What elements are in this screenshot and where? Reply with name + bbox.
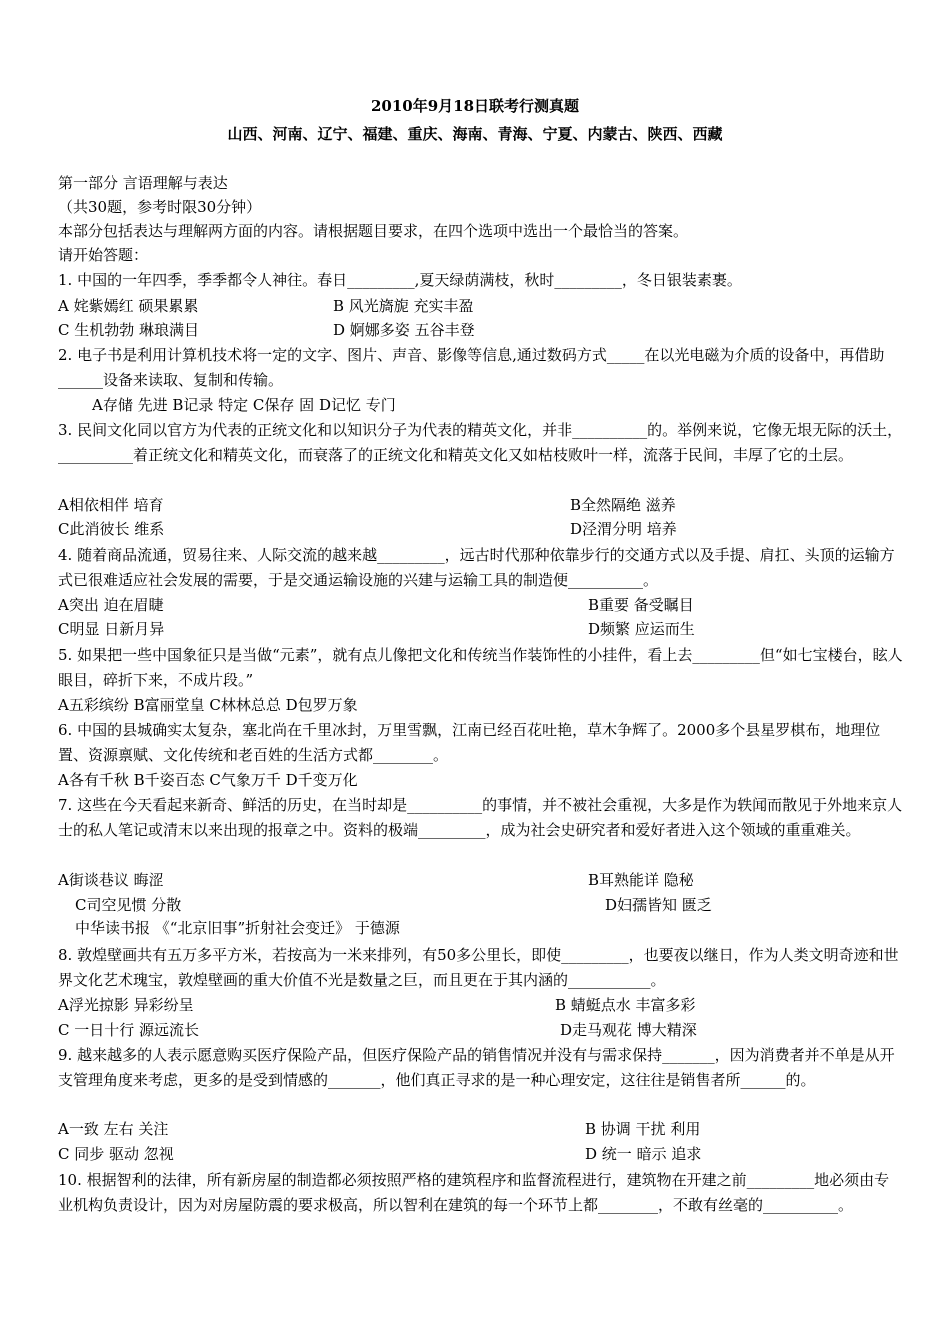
question-2: 2. 电子书是利用计算机技术将一定的文字、图片、声音、影像等信息,通过数码方式_____在以光电磁为介质的设备中，再借助______设备来读取、复制和传输。 [58,346,885,389]
q3-option-c: C此消彼长 维系 [58,520,165,538]
q1-option-c: C 生机勃勃 琳琅满目 [58,321,200,339]
q9-option-d: D 统一 暗示 追求 [585,1145,702,1163]
q7-option-a: A街谈巷议 晦涩 [58,871,164,889]
q3-option-a: A相依相伴 培育 [58,496,164,514]
q1-option-b: B 风光旖旎 充实丰盈 [333,297,474,315]
question-1: 1. 中国的一年四季，季季都令人神往。春日_________,夏天绿荫满枝，秋时_________，冬日银装素裹。 [58,271,742,289]
section-instructions: 本部分包括表达与理解两方面的内容。请根据题目要求，在四个选项中选出一个最恰当的答案。 [58,222,689,240]
q4-option-d: D频繁 应运而生 [588,620,695,638]
question-8: 8. 敦煌壁画共有五万多平方米，若按高为一米来排列，有50多公里长，即使_________，也要夜以继日，作为人类文明奇迹和世界文化艺术瑰宝，敦煌壁画的重大价值不光是数量之巨，而且更在于其内涵的___________。 [58,946,899,989]
q9-option-c: C 同步 驱动 忽视 [58,1145,174,1163]
q3-option-d: D泾渭分明 培养 [570,520,677,538]
q9-option-a: A一致 左右 关注 [58,1120,169,1138]
q8-option-c: C 一日十行 源远流长 [58,1021,200,1039]
q7-option-b: B耳熟能详 隐秘 [588,871,694,889]
q4-option-a: A突出 迫在眉睫 [58,596,164,614]
doc-title: 2010年9月18日联考行测真题 [370,97,580,115]
q1-option-a: A 姹紫嫣红 硕果累累 [58,297,199,315]
q8-option-a: A浮光掠影 异彩纷呈 [58,996,194,1014]
q4-option-b: B重要 备受瞩目 [588,596,694,614]
q8-option-b: B 蜻蜓点水 丰富多彩 [555,996,696,1014]
q7-option-d: D妇孺皆知 匮乏 [605,896,712,914]
question-6: 6. 中国的县城确实太复杂，塞北尚在千里冰封，万里雪飘，江南已经百花吐艳，草木争辉了。2000多个县星罗棋布，地理位置、资源禀赋、文化传统和老百姓的生活方式都________。 [58,721,881,764]
section-note: （共30题，参考时限30分钟） [58,198,262,216]
question-5: 5. 如果把一些中国象征只是当做“元素”，就有点儿像把文化和传统当作装饰性的小挂件，看上去_________但“如七宝楼台，眩人眼目，碎折下来，不成片段。” [58,646,903,689]
q7-source: 中华读书报 《“北京旧事”折射社会变迁》 于德源 [75,919,400,937]
q3-option-b: B全然隔绝 滋养 [570,496,676,514]
q4-option-c: C明显 日新月异 [58,620,165,638]
q9-option-b: B 协调 干扰 利用 [585,1120,701,1138]
q5-options: A五彩缤纷 B富丽堂皇 C林林总总 D包罗万象 [58,696,358,714]
q6-options: A各有千秋 B千姿百态 C气象万千 D千变万化 [58,771,358,789]
q8-option-d: D走马观花 博大精深 [560,1021,697,1039]
q7-option-c: C司空见惯 分散 [75,896,182,914]
question-3: 3. 民间文化同以官方为代表的正统文化和以知识分子为代表的精英文化，并非__________的。举例来说，它像无垠无际的沃土，__________着正统文化和精英文化，而衰落了的正统文化和精英文化又如枯枝败叶一样，流落于民间，丰厚了它的土层。 [58,421,903,464]
doc-subtitle: 山西、河南、辽宁、福建、重庆、海南、青海、宁夏、内蒙古、陕西、西藏 [227,125,723,143]
q1-option-d: D 婀娜多姿 五谷丰登 [333,321,475,339]
question-7: 7. 这些在今天看起来新奇、鲜活的历史，在当时却是__________的事情，并不被社会重视，大多是作为轶闻而散见于外地来京人士的私人笔记或清末以来出现的报章之中。资料的极端_________，成为社会史研究者和爱好者进入这个领域的重重难关。 [58,796,903,839]
section-start: 请开始答题： [58,246,149,264]
question-10: 10. 根据智利的法律，所有新房屋的制造都必须按照严格的建筑程序和监督流程进行，建筑物在开建之前_________地必须由专业机构负责设计，因为对房屋防震的要求极高，所以智利在建筑的每一个环节上都________，不敢有丝毫的__________。 [58,1171,890,1214]
q2-options: A存储 先进 B记录 特定 C保存 固 D记忆 专门 [92,396,396,414]
section-heading: 第一部分 言语理解与表达 [58,174,228,192]
question-9: 9. 越来越多的人表示愿意购买医疗保险产品，但医疗保险产品的销售情况并没有与需求保持_______，因为消费者并不单是从开支管理角度来考虑，更多的是受到情感的_______，他们真正寻求的是一种心理安定，这往往是销售者所______的。 [58,1046,895,1089]
question-4: 4. 随着商品流通，贸易往来、人际交流的越来越_________，远古时代那种依靠步行的交通方式以及手提、肩扛、头顶的运输方式已很难适应社会发展的需要，于是交通运输设施的兴建与运输工具的制造便__________。 [58,546,895,589]
